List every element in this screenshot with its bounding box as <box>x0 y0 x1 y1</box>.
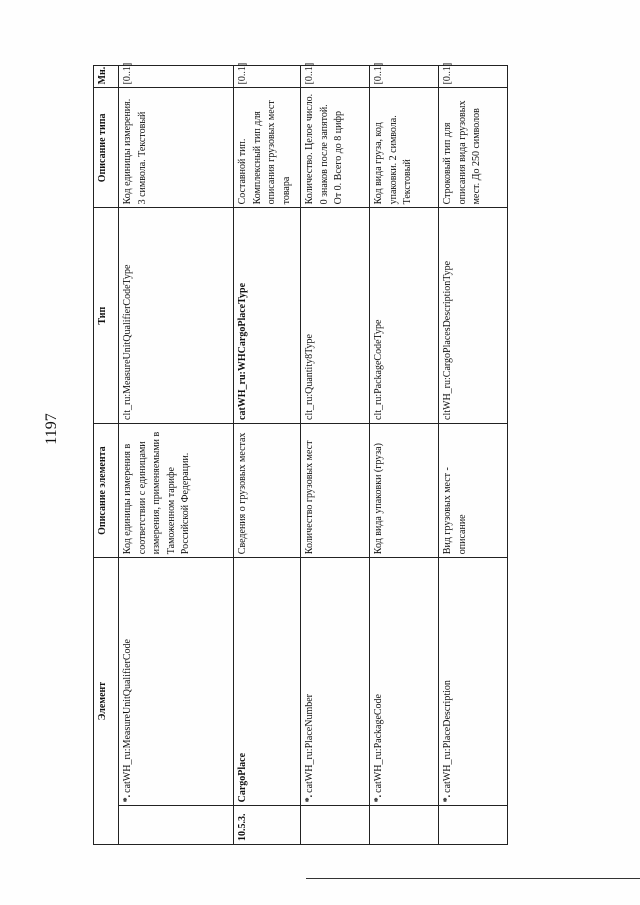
type-desc-cell: Код вида груза, код упаковки. 2 символа. Текстовый <box>370 88 439 208</box>
type-desc-cell: Код единицы измерения. 3 символа. Текстовый <box>119 88 234 208</box>
nest-marker: *. <box>373 794 384 803</box>
element-cell <box>439 558 508 806</box>
mn-cell: [0..1] <box>370 66 439 88</box>
header-mn: Мн. <box>94 66 119 88</box>
element-cell <box>119 558 234 806</box>
mn-cell: [0..1] <box>234 66 301 88</box>
mn-cell: [0..1] <box>119 66 234 88</box>
element-name: CargoPlace <box>237 752 248 803</box>
table-row <box>370 66 439 845</box>
element-desc-cell: Код вида упаковки (груза) <box>370 423 439 557</box>
element-cell <box>370 558 439 806</box>
row-number <box>370 806 439 845</box>
type-cell: clt_ru:Quantity8Type <box>301 208 370 424</box>
header-type: Тип <box>94 208 119 424</box>
table-row <box>301 66 370 845</box>
nest-marker: *. <box>442 794 453 803</box>
element-name: catWH_ru:MeasureUnitQualifierCode <box>122 639 133 793</box>
row-number <box>119 806 234 845</box>
nest-marker: *. <box>122 794 133 803</box>
nest-marker: *. <box>304 794 315 803</box>
type-cell: cltWH_ru:CargoPlacesDescriptionType <box>439 208 508 424</box>
element-desc-cell: Сведения о грузовых местах <box>234 423 301 557</box>
type-desc-cell: Строковый тип для описания вида грузовых мест. До 250 символов <box>439 88 508 208</box>
element-desc-cell: Код единицы измерения в соответствии с единицами измерения, применяемыми в Таможенном тарифе Российской Федерации. <box>119 423 234 557</box>
mn-cell: [0..1] <box>439 66 508 88</box>
type-cell: clt_ru:PackageCodeType <box>370 208 439 424</box>
header-type-desc: Описание типа <box>94 88 119 208</box>
element-cell <box>301 558 370 806</box>
element-name: catWH_ru:PlaceNumber <box>304 694 315 793</box>
table-header-row <box>94 66 119 845</box>
row-number <box>439 806 508 845</box>
table-row <box>119 66 234 845</box>
page-frame-line <box>306 878 640 879</box>
element-name: catWH_ru:PlaceDescription <box>442 680 453 793</box>
type-desc-cell: Количество. Целое число. 0 знаков после запятой. От 0. Всего до 8 цифр <box>301 88 370 208</box>
row-number: 10.5.3. <box>234 806 301 845</box>
mn-cell: [0..1] <box>301 66 370 88</box>
element-desc-cell: Количество грузовых мест <box>301 423 370 557</box>
header-element: Элемент <box>94 558 119 845</box>
element-desc-cell: Вид грузовых мест - описание <box>439 423 508 557</box>
table-row <box>439 66 508 845</box>
type-cell: clt_ru:MeasureUnitQualifierCodeType <box>119 208 234 424</box>
row-number <box>301 806 370 845</box>
element-cell <box>234 558 301 806</box>
rotated-table-container <box>93 62 482 845</box>
schema-table <box>93 62 508 845</box>
header-element-desc: Описание элемента <box>94 423 119 557</box>
page-number: 1197 <box>43 413 60 445</box>
type-desc-cell: Составной тип. Комплексный тип для описания грузовых мест товара <box>234 88 301 208</box>
table-row <box>234 66 301 845</box>
type-cell: catWH_ru:WHCargoPlaceType <box>234 208 301 424</box>
element-name: catWH_ru:PackageCode <box>373 694 384 793</box>
